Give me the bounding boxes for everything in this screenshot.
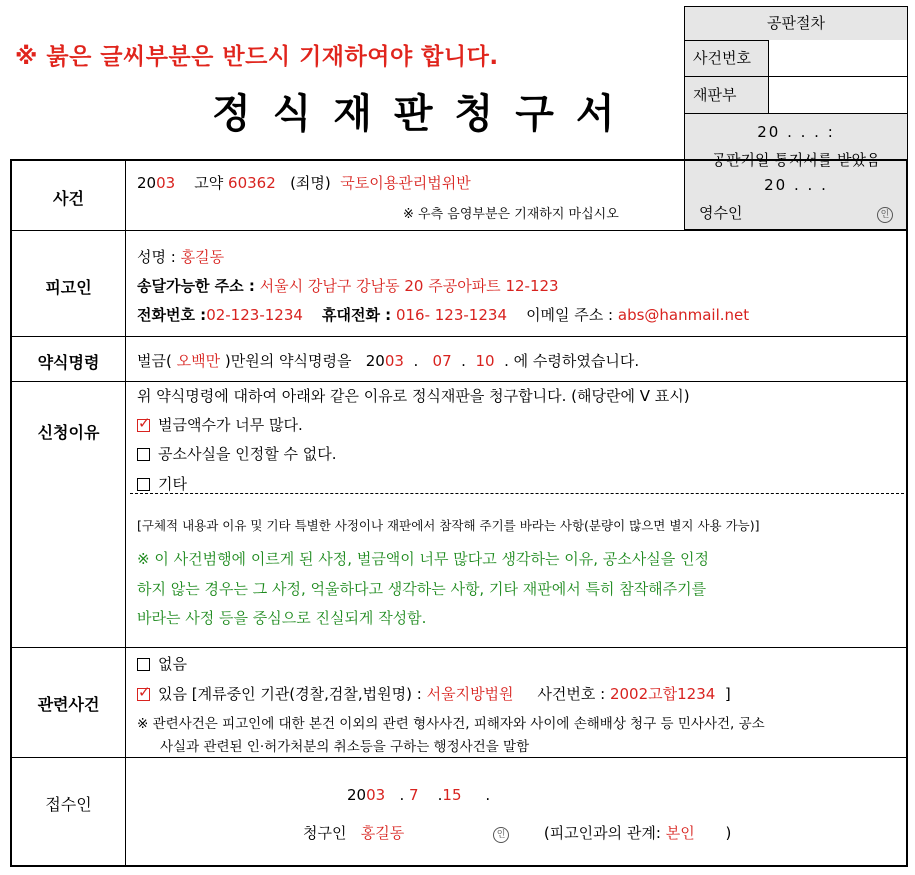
reason-option-2-label: 공소사실을 인정할 수 없다. [158,445,337,463]
procedure-court-field[interactable] [769,77,907,113]
reason-guide-line-2: 하지 않는 경우는 그 사정, 억울하다고 생각하는 사항, 기타 재판에서 특히 참작해주기를 [137,580,707,598]
reason-guide-line-1: ※ 이 사건범행에 이르게 된 사정, 벌금액이 너무 많다고 생각하는 이유, 공소사실을 인정 [137,550,709,568]
document-title: 정식재판청구서 [212,91,637,137]
email-label: 이메일 주소 : [526,306,614,324]
dashed-divider [130,493,904,494]
defendant-name-label: 성명 : [137,248,176,266]
reason-guide-line-3: 바라는 사정 등을 중심으로 진실되게 작성함. [137,609,427,627]
related-case-no[interactable]: 2002고합1234 [609,685,716,703]
relation-value[interactable]: 본인 [665,824,695,842]
defendant-email[interactable]: abs@hanmail.net [617,306,750,324]
claimant-name[interactable]: 홍길동 [360,824,405,842]
procedure-header: 공판절차 [685,7,907,41]
case-year-prefix: 20 [137,174,157,192]
row-divider [10,647,908,648]
reason-intro: 위 약식명령에 대하여 아래와 같은 이유로 정식재판을 청구합니다. (해당란에 V 표시) [137,387,690,405]
reason-option-1[interactable] [137,414,303,435]
order-year-prefix: 20 [365,352,385,370]
related-close: ] [724,685,731,703]
receipt-day[interactable]: 15 [442,786,462,804]
checkbox-icon[interactable] [137,658,150,671]
case-year-suffix[interactable]: 03 [156,174,176,192]
related-yes-option[interactable] [137,683,731,704]
receipt-year-suffix[interactable]: 03 [366,786,386,804]
defendant-phone[interactable]: 02-123-1234 [206,306,303,324]
receipt-date-line: 2003 . 7 .15 . [347,786,491,804]
related-none-label: 없음 [158,655,187,673]
order-text-2: )만원의 약식명령을 [224,352,352,370]
related-case-no-label: 사건번호 : [537,685,606,703]
phone-label: 전화번호 : [137,306,207,324]
procedure-case-no-label: 사건번호 [685,40,769,76]
reason-option-2[interactable] [137,443,336,464]
claimant-label: 청구인 [303,824,347,842]
summary-order-label: 약식명령 [37,353,100,372]
relation-label: (피고인과의 관계: [543,824,661,842]
order-text-3: 에 수령하였습니다. [513,352,640,370]
receipt-label: 접수인 [45,795,92,814]
shaded-area-note: ※ 우측 음영부분은 기재하지 마십시오 [403,207,619,222]
address-label: 송달가능한 주소 : [137,277,255,295]
procedure-receiver-label: 영수인 [699,204,743,222]
procedure-court-row [685,77,907,114]
defendant-contact-line [137,304,749,325]
related-none-option[interactable] [137,653,187,674]
related-note-line-1: ※ 관련사건은 피고인에 대한 본건 이외의 관련 형사사건, 피해자와 사이에 손해배상 청구 등 민사사건, 공소 [137,716,765,732]
seal-icon: 인 [493,827,509,843]
related-yes-label: 있음 [계류중인 기관(경찰,검찰,법원명) : [158,685,422,703]
row-divider [10,230,908,231]
order-text-1: 벌금( [137,352,172,370]
related-case-label: 관련사건 [37,695,100,714]
reason-option-3-label: 기타 [158,475,187,493]
procedure-case-no-field[interactable] [769,40,907,76]
crime-name[interactable]: 국토이용관리법위반 [340,174,471,192]
receipt-month[interactable]: 7 [409,786,419,804]
case-number-line [137,172,471,193]
procedure-date-line-2: 20 . . . [764,176,828,194]
receipt-year-prefix: 20 [347,786,367,804]
related-agency[interactable]: 서울지방법원 [426,685,514,703]
reason-option-1-label: 벌금액수가 너무 많다. [158,416,303,434]
fine-amount[interactable]: 오백만 [176,352,221,370]
crime-label: (죄명) [290,174,331,192]
defendant-label: 피고인 [45,278,92,297]
reason-label: 신청이유 [37,423,100,442]
procedure-court-label: 재판부 [685,77,769,113]
relation-close: ) [725,824,732,842]
row-divider [10,381,908,382]
defendant-name[interactable]: 홍길동 [180,248,225,266]
required-fields-warning: ※ 붉은 글씨부분은 반드시 기재하여야 합니다. [15,44,499,70]
checkbox-icon[interactable] [137,448,150,461]
defendant-mobile[interactable]: 016- 123-1234 [395,306,507,324]
procedure-case-no-row [685,40,907,77]
case-label: 사건 [53,189,84,208]
checkbox-icon[interactable] [137,478,150,491]
defendant-name-line [137,246,224,267]
case-number[interactable]: 60362 [228,174,276,192]
order-year-suffix[interactable]: 03 [384,352,404,370]
related-note-line-2: 사실과 관련된 인·허가처분의 취소등을 구하는 행정사건을 말함 [160,739,530,755]
row-divider [10,757,908,758]
mobile-label: 휴대전화 : [321,306,392,324]
seal-icon: 인 [877,207,893,223]
checked-checkbox-icon[interactable] [137,688,150,701]
reason-detail-header: [구체적 내용과 이유 및 기타 특별한 사정이나 재판에서 참작해 주기를 바라는 사항(분량이 많으면 별지 사용 가능)] [137,518,760,533]
row-divider [10,336,908,337]
order-day[interactable]: 10 [475,352,495,370]
table-column-divider [125,160,126,866]
checked-checkbox-icon[interactable] [137,419,150,432]
case-type: 고약 [194,174,224,192]
procedure-date-line: 20 . . . : [757,123,835,141]
defendant-address-line [137,275,559,296]
reason-option-3[interactable] [137,473,187,494]
defendant-address[interactable]: 서울시 강남구 강남동 20 주공아파트 12-123 [259,277,559,295]
claimant-line [303,822,731,843]
order-month[interactable]: 07 [432,352,452,370]
summary-order-line: 벌금( 오백만 )만원의 약식명령을 2003 . 07 . 10 . 에 수령하였습니다. [137,352,640,370]
procedure-notice-line: 공판기일 통지서를 받았음 [711,151,881,169]
